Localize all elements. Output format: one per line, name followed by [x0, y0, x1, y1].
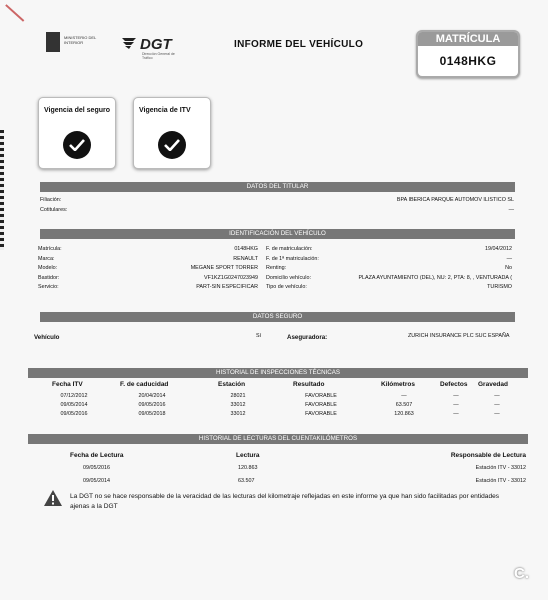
vehicle-field-value: 0148HKG — [234, 246, 258, 252]
insurance-validity-label: Vigencia del seguro — [44, 107, 111, 114]
scan-edge — [0, 130, 4, 250]
insurance-vehicle-value: Sí — [256, 333, 262, 339]
vehicle-field-value: 19/04/2012 — [485, 246, 512, 252]
vehicle-field-value: PART-SIN ESPECIFICAR — [196, 284, 258, 290]
itv-cell: FAVORABLE — [305, 393, 337, 399]
ministry-name: MINISTERIO DEL INTERIOR — [64, 35, 97, 45]
vehicle-field-label: F. de 1ª matriculación: — [266, 255, 319, 262]
check-icon — [63, 131, 91, 159]
itv-column-header: Gravedad — [478, 381, 508, 388]
odometer-column-header: Lectura — [236, 452, 260, 459]
itv-cell: 33012 — [230, 402, 246, 408]
dgt-logo-text: DGT — [140, 36, 172, 53]
vehicle-field-label: F. de matriculación: — [266, 246, 313, 252]
itv-cell: 09/05/2016 — [60, 411, 88, 417]
plate-box — [416, 30, 520, 78]
vehicle-field-value: RENAULT — [233, 255, 258, 262]
vehicle-field-label: Matrícula: — [38, 246, 62, 252]
odometer-column-header: Fecha de Lectura — [70, 452, 124, 459]
itv-cell: — — [494, 393, 500, 399]
itv-column-header: Fecha ITV — [52, 381, 83, 388]
vehicle-field-label: Servicio: — [38, 284, 59, 290]
vehicle-field-label: Bastidor: — [38, 274, 60, 281]
itv-cell: 09/05/2018 — [138, 411, 166, 417]
itv-column-header: Estación — [218, 381, 246, 388]
itv-cell: FAVORABLE — [305, 411, 337, 417]
itv-cell: 09/05/2016 — [138, 402, 166, 408]
itv-column-header: Resultado — [293, 381, 325, 388]
watermark: C. — [514, 565, 529, 582]
itv-cell: — — [453, 411, 459, 417]
dgt-logo-icon — [120, 36, 138, 50]
coat-of-arms-icon — [46, 32, 60, 52]
itv-cell: — — [494, 411, 500, 417]
vehicle-field-value: PLAZA AYUNTAMIENTO (DEL), NU: 2, PTA: 8, , VENTURADA ( — [358, 274, 512, 281]
itv-cell: 120.863 — [394, 411, 414, 417]
odometer-cell: Estación ITV - 33012 — [475, 465, 526, 471]
plate-number: 0148HKG — [439, 54, 497, 68]
cotitulares-value: — — [508, 207, 514, 213]
insurer-value: ZURICH INSURANCE PLC SUC ESPAÑA — [408, 333, 510, 339]
dgt-subtitle: Dirección General de Tráfico — [142, 52, 175, 60]
itv-cell: FAVORABLE — [305, 402, 337, 408]
warning-icon — [43, 489, 63, 507]
odometer-column-header: Responsable de Lectura — [450, 452, 526, 459]
ministry-logo — [46, 32, 106, 52]
itv-validity-card — [133, 97, 211, 169]
check-icon — [158, 131, 186, 159]
vehicle-field-value: No — [505, 265, 512, 271]
vehicle-field-value: MEGANE SPORT TORRER — [190, 265, 258, 271]
itv-cell: — — [453, 402, 459, 408]
vehicle-field-label: Marca: — [38, 255, 55, 262]
filiacion-value: BPA IBERICA PARQUE AUTOMOV ILISTICO SL — [396, 197, 514, 203]
itv-cell: 20/04/2014 — [138, 393, 166, 399]
vehicle-section-header: IDENTIFICACIÓN DEL VEHÍCULO — [40, 229, 515, 239]
insurer-label: Aseguradora: — [287, 334, 328, 341]
itv-cell: — — [401, 393, 407, 399]
itv-cell: — — [494, 402, 500, 408]
vehicle-field-label: Modelo: — [38, 265, 58, 271]
vehicle-field-label: Tipo de vehículo: — [266, 284, 307, 290]
odometer-cell: 09/05/2014 — [83, 478, 110, 484]
odometer-cell: 120.863 — [238, 465, 258, 471]
itv-section-header: HISTORIAL DE INSPECCIONES TÉCNICAS — [28, 368, 528, 378]
vehicle-field-value: TURISMO — [487, 284, 512, 290]
plate-label: MATRÍCULA — [418, 32, 518, 46]
itv-cell: 63.507 — [395, 402, 413, 408]
vehicle-field-label: Domicilio vehículo: — [266, 274, 311, 281]
itv-cell: 07/12/2012 — [60, 393, 88, 399]
report-title: INFORME DEL VEHÍCULO — [234, 39, 364, 50]
itv-cell: 28021 — [230, 393, 246, 399]
cotitulares-label: Cotitulares: — [40, 207, 68, 213]
insurance-vehicle-label: Vehículo — [34, 334, 60, 341]
odometer-section-header: HISTORIAL DE LECTURAS DEL CUENTAKILÓMETROS — [28, 434, 528, 444]
disclaimer-text: La DGT no se hace responsable de la veracidad de las lecturas del kilometraje reflejadas en este informe ya que han sido facilitadas por entidades ajenas a la DGT — [70, 493, 500, 510]
itv-cell: 09/05/2014 — [60, 402, 88, 408]
vehicle-field-value: — — [506, 255, 512, 262]
insurance-section-header: DATOS SEGURO — [40, 312, 515, 322]
itv-cell: 33012 — [230, 411, 246, 417]
itv-validity-label: Vigencia de ITV — [139, 107, 191, 114]
corner-mark — [5, 4, 24, 21]
filiacion-label: Filiación: — [40, 197, 62, 203]
insurance-validity-card — [38, 97, 116, 169]
odometer-cell: Estación ITV - 33012 — [475, 478, 526, 484]
vehicle-field-value: VF1KZ1G0247023949 — [204, 274, 258, 281]
itv-cell: — — [453, 393, 459, 399]
odometer-cell: 09/05/2016 — [83, 465, 110, 471]
vehicle-field-label: Renting: — [266, 265, 287, 271]
itv-column-header: Kilómetros — [381, 381, 415, 388]
itv-column-header: Defectos — [440, 381, 468, 388]
odometer-cell: 63.507 — [238, 478, 255, 484]
itv-column-header: F. de caducidad — [120, 381, 169, 388]
titular-section-header: DATOS DEL TITULAR — [40, 182, 515, 192]
